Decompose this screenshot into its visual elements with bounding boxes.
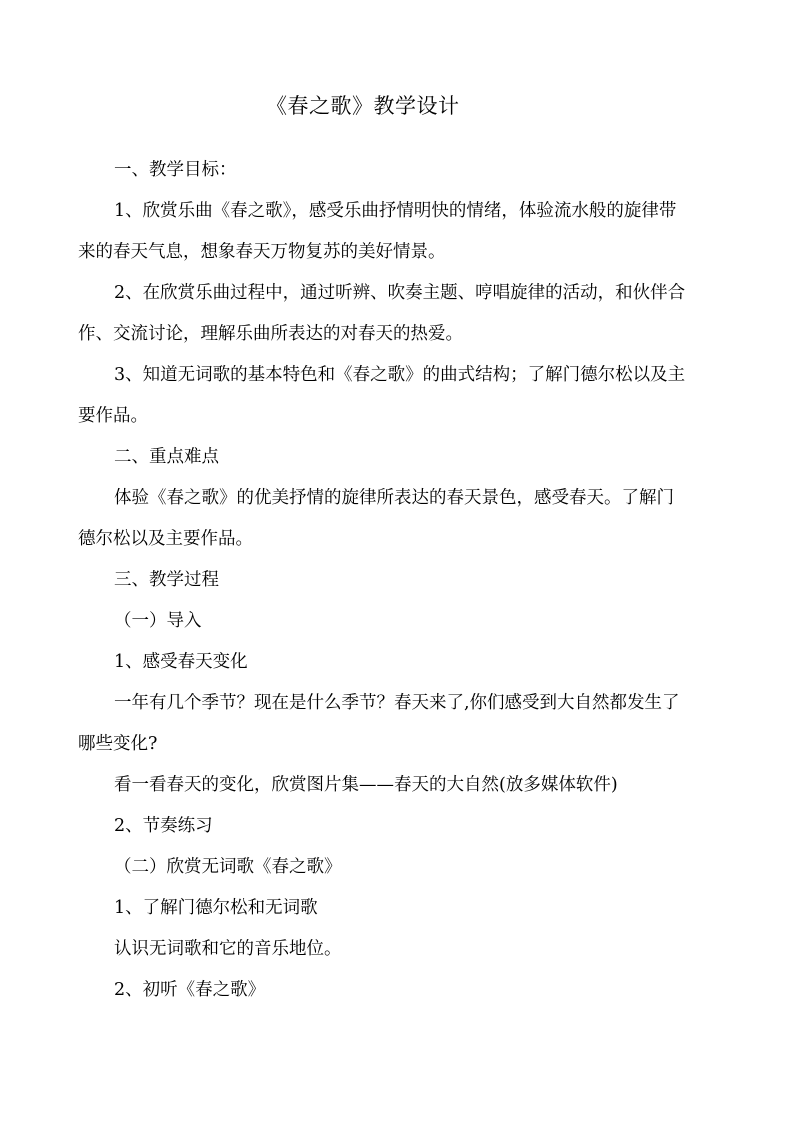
paragraph-line: 德尔松以及主要作品。 [78, 529, 253, 549]
heading-teaching-process: 三、教学过程 [114, 570, 219, 590]
paragraph-line: 1、欣赏乐曲《春之歌》，感受乐曲抒情明快的情绪，体验流水般的旋律带 [114, 201, 677, 221]
paragraph-line: 一年有几个季节？现在是什么季节？春天来了,你们感受到大自然都发生了 [114, 693, 680, 713]
paragraph-line: 看一看春天的变化，欣赏图片集——春天的大自然(放多媒体软件) [114, 775, 618, 795]
document-body [78, 150, 718, 1011]
list-item: 1、感受春天变化 [114, 652, 248, 672]
paragraph-line: 哪些变化? [78, 734, 158, 754]
heading-key-points: 二、重点难点 [114, 447, 219, 467]
paragraph-line: 要作品。 [78, 406, 148, 426]
list-item: 2、节奏练习 [114, 816, 213, 836]
paragraph-line: 作、交流讨论，理解乐曲所表达的对春天的热爱。 [78, 324, 463, 344]
paragraph-line: 体验《春之歌》的优美抒情的旋律所表达的春天景色，感受春天。了解门 [114, 488, 674, 508]
paragraph-line: 2、在欣赏乐曲过程中，通过听辨、吹奏主题、哼唱旋律的活动，和伙伴合 [114, 283, 686, 303]
list-item: 1、了解门德尔松和无词歌 [114, 898, 318, 918]
paragraph-line: 3、知道无词歌的基本特色和《春之歌》的曲式结构；了解门德尔松以及主 [114, 365, 686, 385]
document-title: 《春之歌》教学设计 [266, 94, 460, 118]
heading-teaching-goals: 一、教学目标： [114, 160, 237, 180]
subheading-introduction: （一）导入 [114, 611, 202, 631]
paragraph-line: 来的春天气息，想象春天万物复苏的美好情景。 [78, 242, 446, 262]
list-item: 2、初听《春之歌》 [114, 980, 266, 1000]
paragraph-line: 认识无词歌和它的音乐地位。 [114, 939, 342, 959]
subheading-appreciation: （二）欣赏无词歌《春之歌》 [114, 857, 342, 877]
